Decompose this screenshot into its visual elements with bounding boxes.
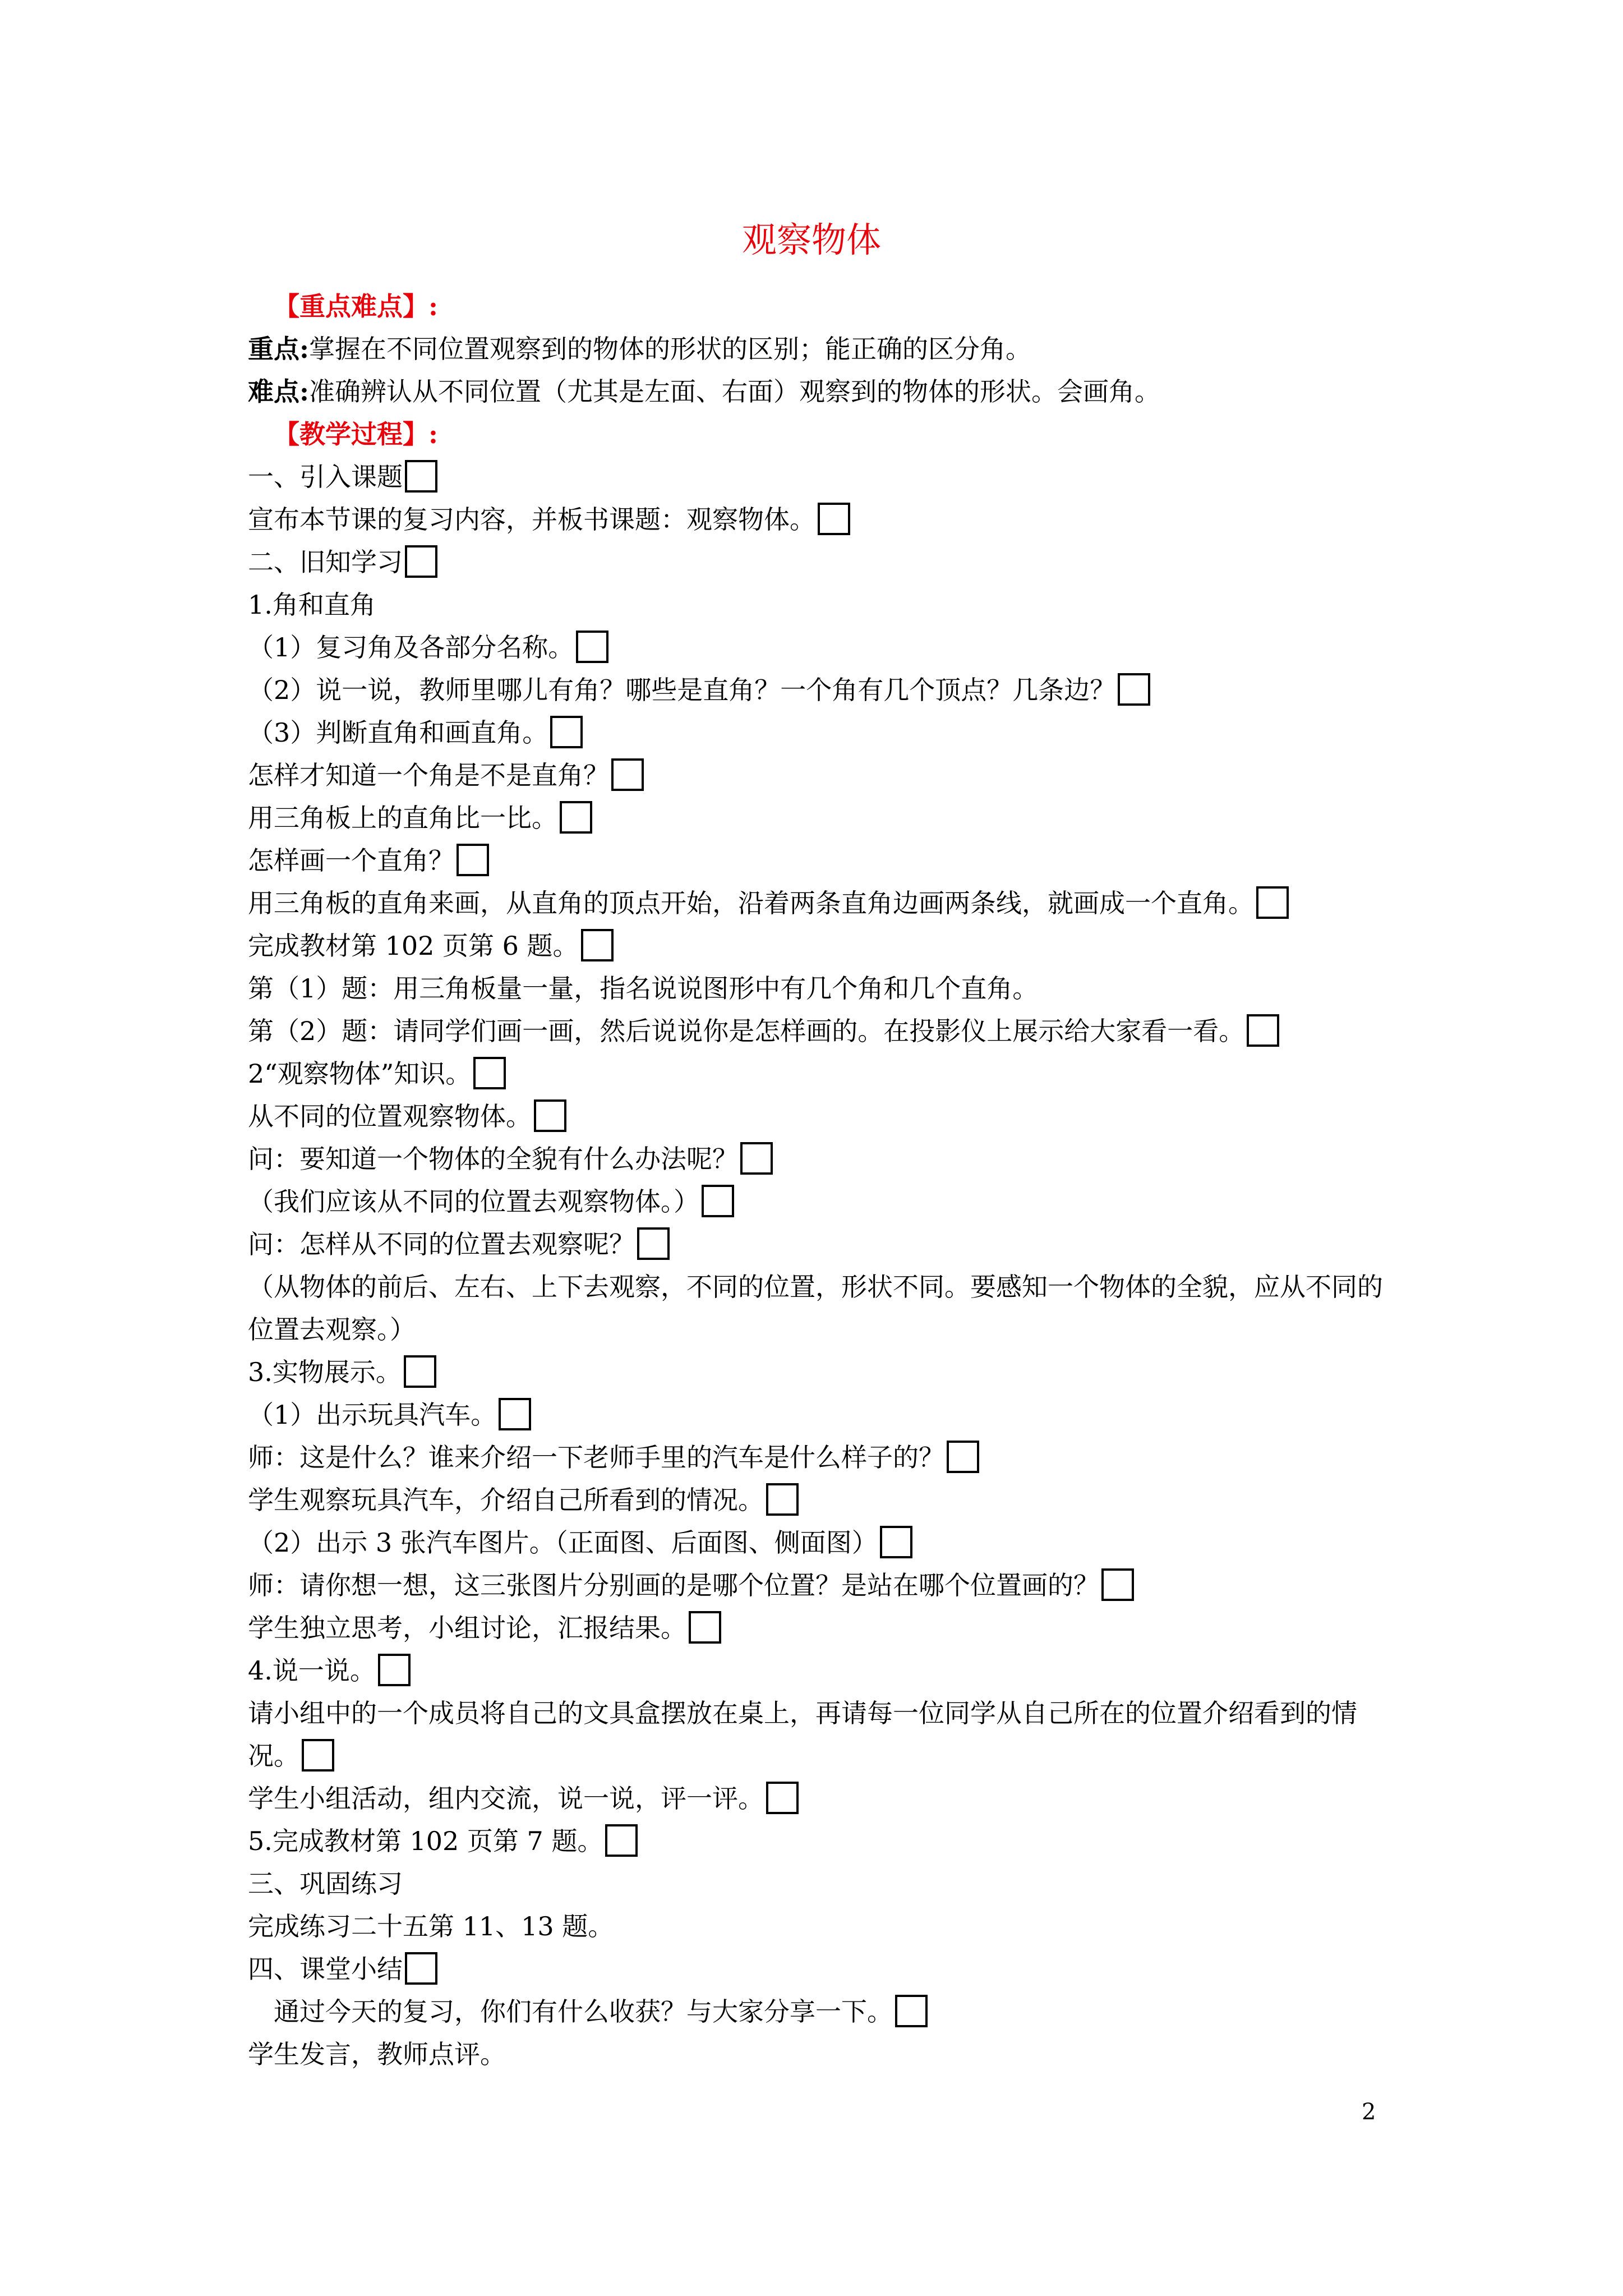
placeholder-box [405, 545, 437, 578]
placeholder-box [457, 844, 489, 876]
placeholder-box [1247, 1014, 1279, 1047]
line-text: （从物体的前后、左右、上下去观察，不同的位置，形状不同。要感知一个物体的全貌，应从不同的位置去观察。） [248, 1272, 1383, 1345]
text-line [248, 2033, 1392, 2076]
line-text: 2“观察物体”知识。 [248, 1059, 472, 1089]
line-text: （1）复习角及各部分名称。 [248, 632, 574, 662]
text-line [248, 583, 1392, 626]
placeholder-box [818, 503, 850, 535]
text-line [248, 1649, 1392, 1692]
line-text: 三、巩固练习 [248, 1869, 403, 1899]
line-text: 通过今天的复习，你们有什么收获？与大家分享一下。 [274, 1996, 893, 2027]
line-text: 第（1）题：用三角板量一量，指名说说图形中有几个角和几个直角。 [248, 973, 1039, 1004]
line-text: 四、课堂小结 [248, 1954, 403, 1984]
text-line [248, 1521, 1392, 1564]
line-text: （3）判断直角和画直角。 [248, 717, 548, 748]
line-text: 问：要知道一个物体的全貌有什么办法呢？ [248, 1144, 738, 1174]
placeholder-box [689, 1611, 721, 1644]
key-point-label: 重点: [248, 334, 309, 364]
text-line [248, 1052, 1392, 1095]
placeholder-box [576, 631, 608, 663]
line-text: 师：请你想一想，这三张图片分别画的是哪个位置？是站在哪个位置画的？ [248, 1570, 1099, 1600]
line-text: 学生发言，教师点评。 [248, 2039, 506, 2069]
placeholder-box [378, 1654, 411, 1686]
line-text: 用三角板上的直角比一比。 [248, 803, 557, 833]
text-line [248, 1777, 1392, 1820]
line-text: 1.角和直角 [248, 590, 376, 620]
line-text: 3.实物展示。 [248, 1357, 402, 1387]
document-title: 观察物体 [741, 219, 881, 260]
difficult-point-line [248, 370, 1392, 413]
line-text: 4.说一说。 [248, 1655, 376, 1686]
placeholder-box [1101, 1568, 1134, 1601]
line-text: 从不同的位置观察物体。 [248, 1101, 532, 1131]
difficult-point-label: 难点: [248, 376, 309, 407]
line-text: 5.完成教材第 102 页第 7 题。 [248, 1826, 603, 1856]
text-line [248, 1010, 1392, 1052]
line-text: 学生观察玩具汽车，介绍自己所看到的情况。 [248, 1485, 764, 1515]
line-text: 学生独立思考，小组讨论，汇报结果。 [248, 1613, 686, 1643]
placeholder-box [611, 758, 644, 791]
line-text: 一、引入课题 [248, 462, 403, 492]
line-text: 怎样画一个直角？ [248, 845, 454, 876]
teaching-process-heading: 【教学过程】: [274, 419, 438, 449]
text-line [248, 1393, 1392, 1436]
placeholder-box [895, 1995, 928, 2027]
text-line [248, 1436, 1392, 1479]
text-line [248, 754, 1392, 797]
text-line [248, 455, 1392, 498]
text-line [248, 882, 1392, 924]
text-line [248, 1351, 1392, 1393]
line-text: 学生小组活动，组内交流，说一说，评一评。 [248, 1783, 764, 1814]
placeholder-box [550, 716, 583, 748]
placeholder-box [947, 1441, 979, 1473]
placeholder-box [766, 1483, 799, 1516]
placeholder-box [740, 1142, 773, 1175]
line-text: 用三角板的直角来画，从直角的顶点开始，沿着两条直角边画两条线，就画成一个直角。 [248, 888, 1254, 918]
line-text: 宣布本节课的复习内容，并板书课题：观察物体。 [248, 504, 815, 535]
line-text: 请小组中的一个成员将自己的文具盒摆放在桌上，再请每一位同学从自己所在的位置介绍看到的情况。 [248, 1698, 1357, 1771]
document-body [248, 285, 1392, 2076]
placeholder-box [880, 1526, 912, 1558]
placeholder-box [1118, 673, 1150, 706]
text-line [248, 967, 1392, 1010]
line-text: 怎样才知道一个角是不是直角？ [248, 760, 609, 790]
text-line [248, 1180, 1392, 1223]
placeholder-box [302, 1739, 334, 1772]
text-line [248, 1266, 1392, 1351]
text-line [248, 1564, 1392, 1607]
text-line [248, 1990, 1392, 2033]
line-text: 师：这是什么？谁来介绍一下老师手里的汽车是什么样子的？ [248, 1442, 944, 1473]
text-line [248, 1138, 1392, 1180]
line-text: （1）出示玩具汽车。 [248, 1400, 497, 1430]
text-line [248, 1820, 1392, 1862]
placeholder-box [404, 1355, 436, 1388]
line-text: 二、旧知学习 [248, 547, 403, 577]
difficult-point-text: 准确辨认从不同位置（尤其是左面、右面）观察到的物体的形状。会画角。 [308, 376, 1160, 407]
placeholder-box [637, 1227, 670, 1260]
placeholder-box [534, 1099, 566, 1132]
text-line [248, 839, 1392, 882]
text-line [248, 797, 1392, 839]
text-line [248, 1948, 1392, 1990]
key-point-text: 掌握在不同位置观察到的物体的形状的区别；能正确的区分角。 [308, 334, 1031, 364]
placeholder-box [581, 929, 614, 961]
text-line [248, 626, 1392, 669]
text-line [248, 1479, 1392, 1521]
text-line [248, 924, 1392, 967]
text-line [248, 541, 1392, 583]
text-line [248, 498, 1392, 541]
placeholder-box [766, 1782, 799, 1814]
page-number: 2 [1362, 2099, 1376, 2125]
text-line [248, 1095, 1392, 1138]
line-text: （2）出示 3 张汽车图片。（正面图、后面图、侧面图） [248, 1527, 878, 1558]
placeholder-box [405, 1952, 437, 1985]
placeholder-box [605, 1824, 638, 1857]
placeholder-box [405, 460, 437, 493]
line-text: 完成教材第 102 页第 6 题。 [248, 931, 579, 961]
key-point-line [248, 328, 1392, 370]
placeholder-box [560, 801, 592, 834]
text-line [248, 1862, 1392, 1905]
text-line [248, 711, 1392, 754]
placeholder-box [473, 1057, 506, 1089]
key-points-heading: 【重点难点】: [274, 291, 438, 321]
line-text: 问：怎样从不同的位置去观察呢？ [248, 1229, 635, 1259]
line-text: （2）说一说，教师里哪儿有角？哪些是直角？一个角有几个顶点？几条边？ [248, 675, 1116, 705]
text-line [248, 669, 1392, 711]
line-text: 第（2）题：请同学们画一画，然后说说你是怎样画的。在投影仪上展示给大家看一看。 [248, 1016, 1245, 1046]
text-line [248, 1607, 1392, 1649]
line-text: 完成练习二十五第 11、13 题。 [248, 1911, 614, 1941]
placeholder-box [1256, 886, 1289, 919]
placeholder-box [702, 1185, 734, 1217]
line-text: （我们应该从不同的位置去观察物体。） [248, 1186, 699, 1217]
text-line [248, 1905, 1392, 1948]
text-line [248, 1692, 1392, 1777]
text-line [248, 1223, 1392, 1266]
placeholder-box [499, 1398, 531, 1430]
